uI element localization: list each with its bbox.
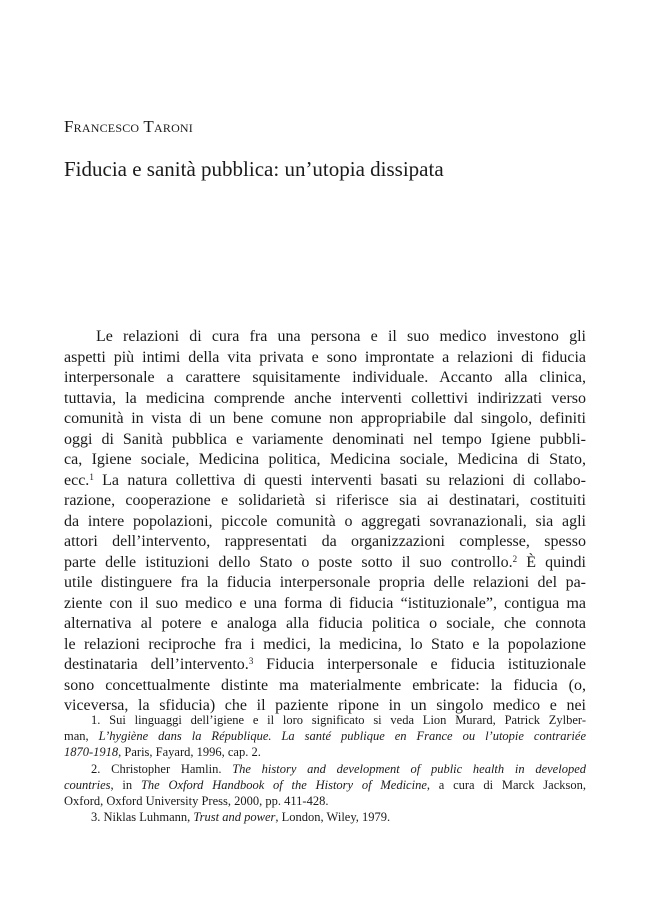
- footnote-1-line: [64, 744, 586, 760]
- footnote-italic: L’hygiène dans la République. La santé publique en France ou l’utopie contrariée: [98, 729, 586, 744]
- body-line: le relazioni reciproche fra i medici, la medicina, lo Stato e la popolazione: [64, 635, 586, 653]
- footnote-2-line: Oxford, Oxford University Press, 2000, pp. 411-428.: [64, 794, 329, 809]
- body-fragment: ecc.: [64, 471, 90, 489]
- footnote-text: , London, Wiley, 1979.: [275, 810, 391, 825]
- body-text: [64, 327, 586, 717]
- footnote-ref-1: 1: [89, 471, 94, 482]
- author-text: Francesco Taroni: [64, 117, 193, 136]
- footnote-italic: Trust and power: [193, 810, 276, 825]
- body-fragment: È quindi: [517, 553, 586, 571]
- footnote-1-line: [64, 728, 586, 744]
- footnote-italic: countries: [64, 777, 111, 792]
- footnote-2-line: [64, 761, 586, 777]
- body-fragment: destinataria dell’intervento.: [64, 656, 249, 673]
- footnote-ref-3: 3: [248, 656, 254, 666]
- body-line: aspetti più intimi della vita privata e sono improntate a relazioni di fiducia: [64, 348, 586, 366]
- body-line: [64, 553, 586, 574]
- body-line: [64, 655, 586, 676]
- body-line: viceversa, la sfiducia) che il paziente ripone in un singolo medico e nei: [64, 697, 586, 714]
- footnote-text: 3. Niklas Luhmann,: [91, 810, 194, 825]
- body-line: tuttavia, la medicina comprende anche interventi collettivi indirizzati verso: [64, 389, 586, 407]
- body-line: attori dell’intervento, rappresentati da organizzazioni complesse, spesso: [64, 533, 586, 550]
- body-line: [64, 471, 586, 492]
- author-name: [64, 117, 193, 137]
- footnote-3-line: [64, 809, 586, 825]
- body-line: oggi di Sanità pubblica e variamente denominati nel tempo Igiene pubbli-: [64, 430, 586, 448]
- body-line: ziente con il suo medico e una forma di fiducia “istituzionale”, contigua ma: [64, 594, 586, 612]
- footnote-ref-2: 2: [512, 553, 518, 564]
- body-line: interpersonale a carattere squisitamente individuale. Accanto alla clinica,: [64, 369, 586, 386]
- body-line: Le relazioni di cura fra una persona e il suo medico investono gli: [96, 328, 586, 345]
- body-fragment: parte delle istituzioni dello Stato o poste sotto il suo controllo.: [64, 553, 513, 571]
- footnote-italic: The history and development of public health in developed: [232, 761, 586, 776]
- body-fragment: La natura collettiva di questi interventi basati su relazioni di collabo-: [93, 471, 586, 489]
- body-line: alternativa al potere e analoga alla fiducia politica o sociale, che connota: [64, 615, 586, 632]
- article-title: Fiducia e sanità pubblica: un’utopia dissipata: [64, 157, 444, 181]
- body-line: razione, cooperazione e solidarietà si riferisce sia ai destinatari, costituiti: [64, 492, 586, 509]
- body-line: sono concettualmente distinte ma materialmente embricate: la fiducia (o,: [64, 676, 586, 694]
- footnote-text: man,: [64, 729, 99, 744]
- footnote-italic: The Oxford Handbook of the History of Medicine: [140, 777, 427, 792]
- footnote-2-line: [64, 777, 586, 793]
- footnote-1-line: 1. Sui linguaggi dell’igiene e il loro significato si veda Lion Murard, Patrick Zylber-: [91, 713, 586, 727]
- footnote-text: 2. Christopher Hamlin.: [91, 761, 233, 776]
- footnotes: [64, 712, 586, 825]
- footnote-text: , Paris, Fayard, 1996, cap. 2.: [118, 745, 261, 760]
- body-line: ca, Igiene sociale, Medicina politica, Medicina sociale, Medicina di Stato,: [64, 451, 586, 468]
- footnote-italic: 1870-1918: [64, 745, 119, 760]
- body-line: utile distinguere fra la fiducia interpersonale propria delle relazioni del pa-: [64, 574, 586, 591]
- body-line: comunità in vista di un bene comune non appropriabile dal singolo, definiti: [64, 410, 586, 427]
- footnote-text: , in: [110, 777, 141, 792]
- body-fragment: Fiducia interpersonale e fiducia istituzionale: [253, 656, 587, 673]
- footnote-text: , a cura di Marck Jackson,: [426, 777, 586, 792]
- body-line: da intere popolazioni, piccole comunità o aggregati sovranazionali, sia agli: [64, 512, 586, 530]
